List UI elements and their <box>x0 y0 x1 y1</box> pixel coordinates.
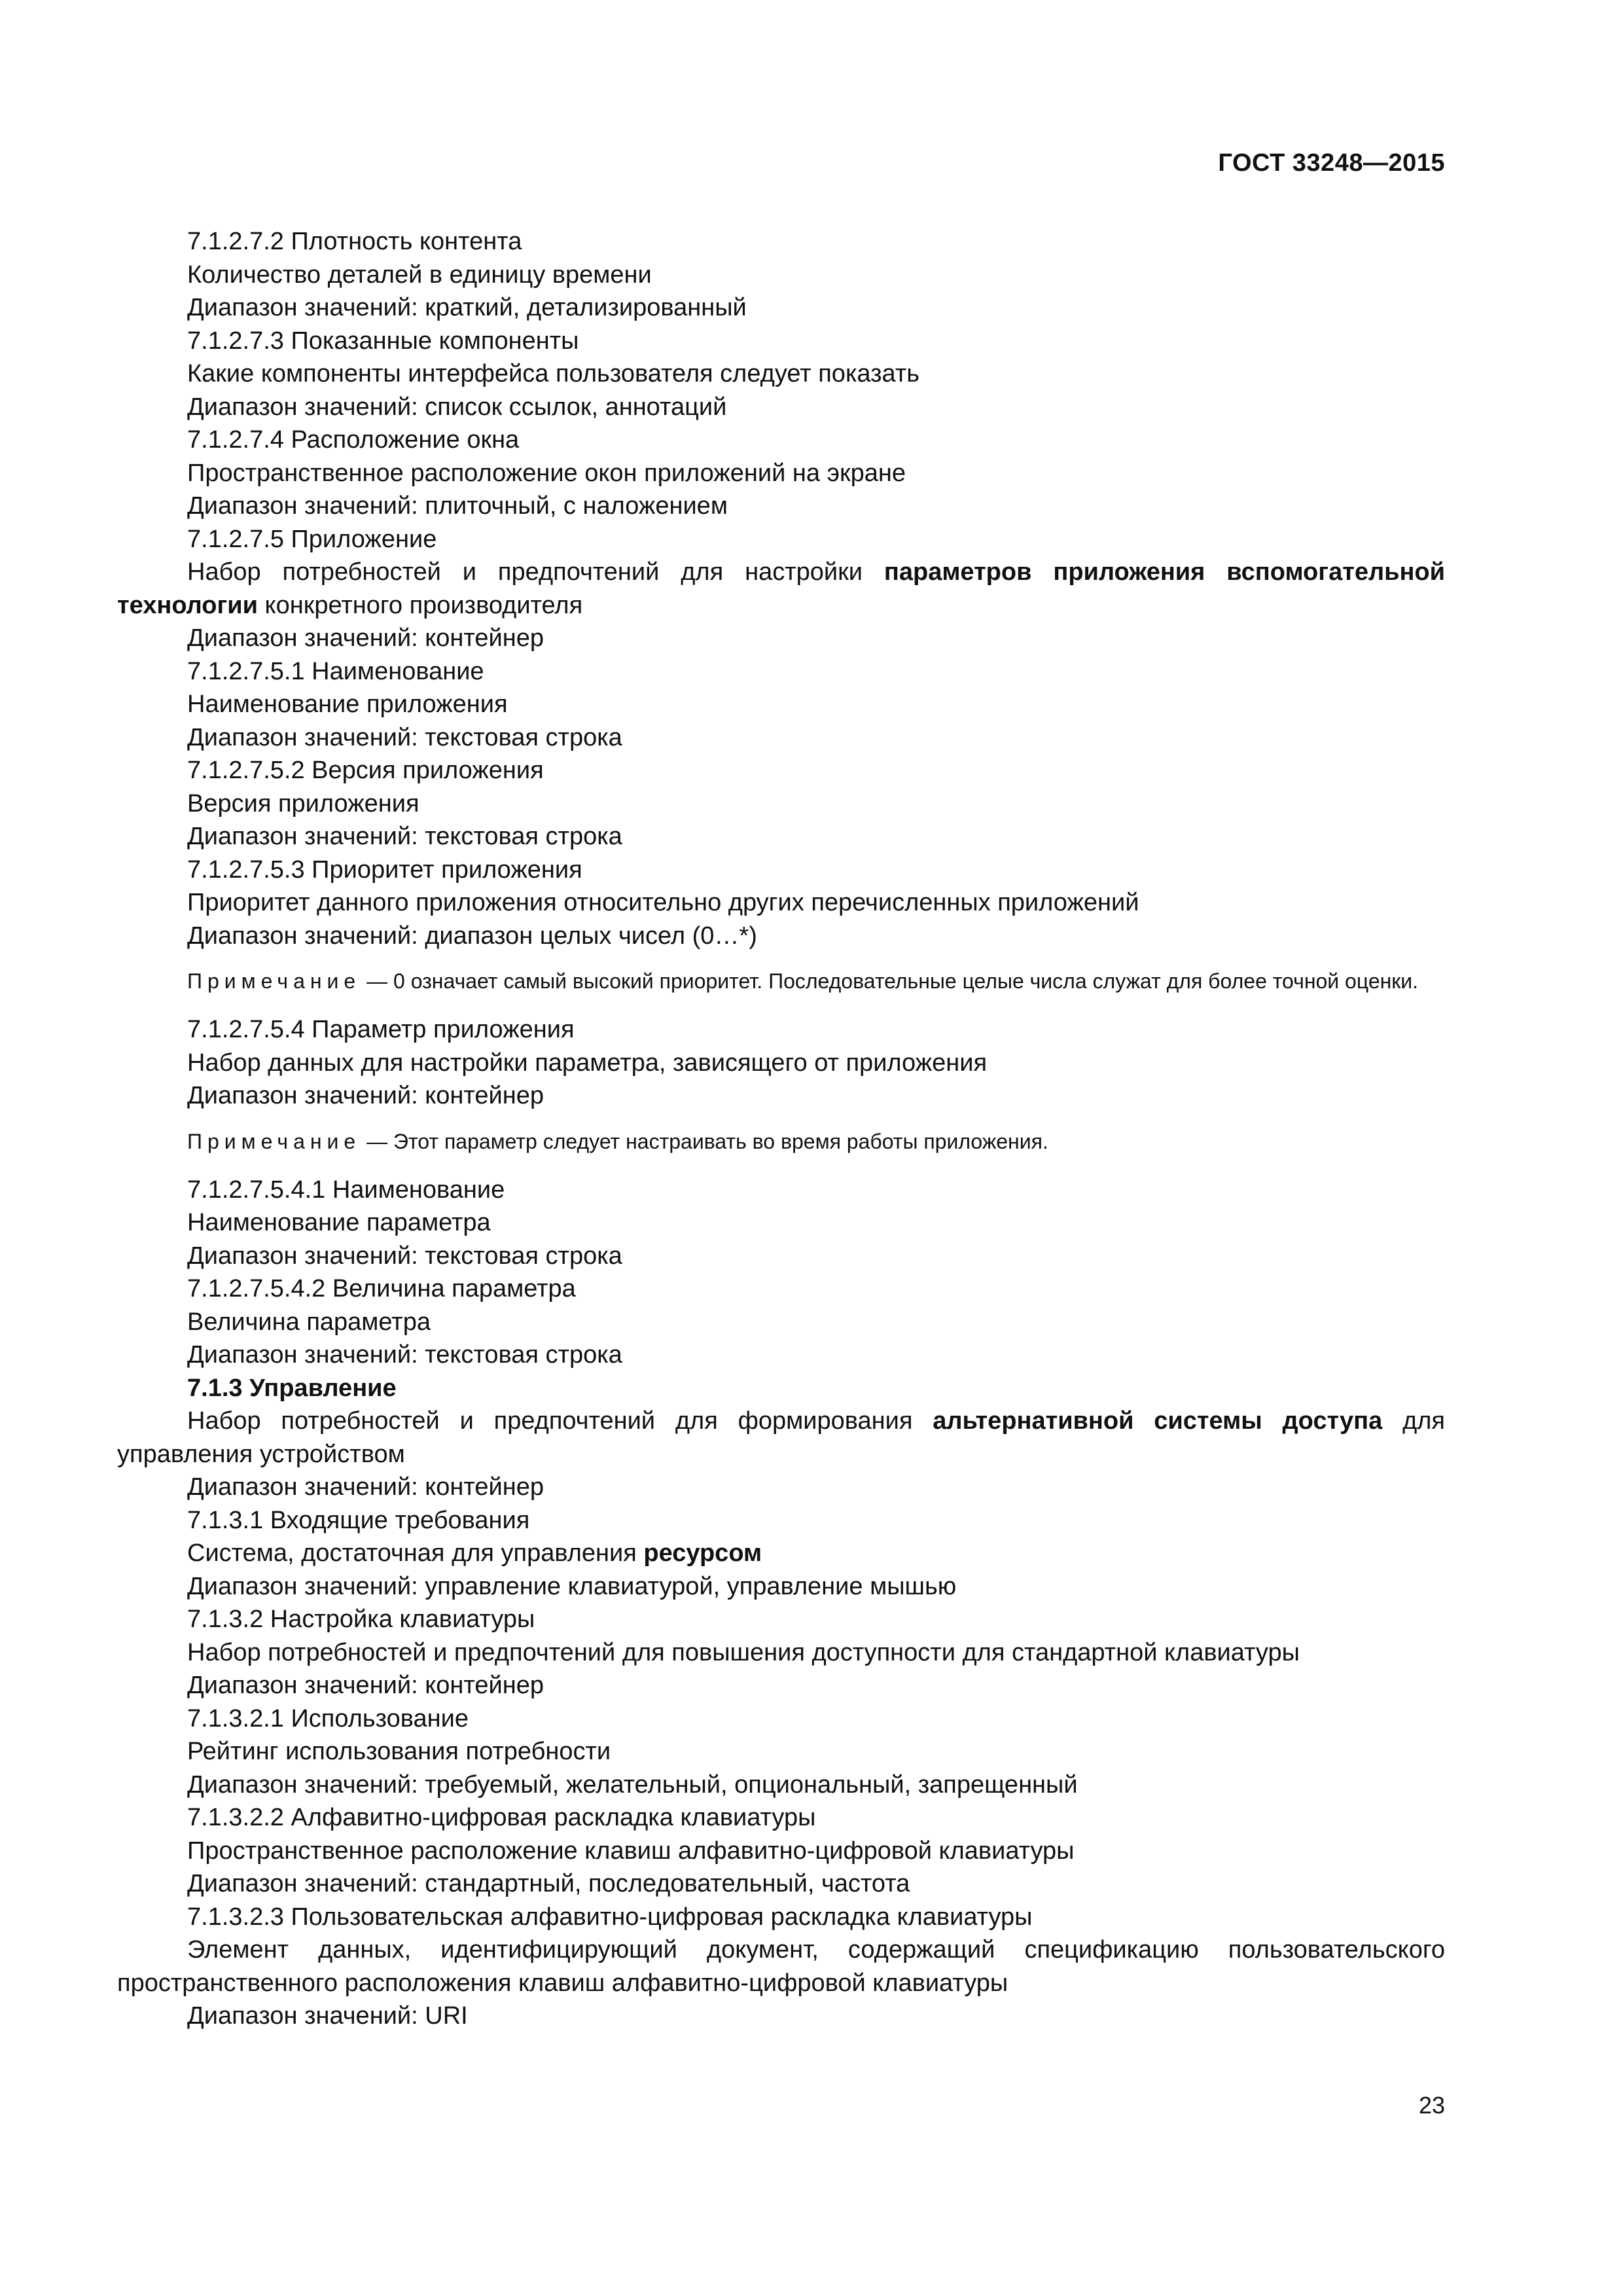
clause-text: Какие компоненты интерфейса пользователя следует показать <box>187 360 920 387</box>
clause-text: Набор потребностей и предпочтений для повышения доступности для стандартной клавиатуры <box>187 1638 1300 1666</box>
clause-heading: 7.1.3.2.1 Использование <box>187 1704 469 1732</box>
clause-heading: 7.1.2.7.5.4.2 Величина параметра <box>187 1275 576 1302</box>
value-range: Диапазон значений: плиточный, с наложением <box>187 492 728 520</box>
note-text: — 0 означает самый высокий приоритет. Последовательные целые числа служат для более точной оценки. <box>361 969 1419 993</box>
value-range: Диапазон значений: краткий, детализированный <box>187 294 747 321</box>
clause-text: Пространственное расположение клавиш алфавитно-цифровой клавиатуры <box>187 1837 1075 1865</box>
clause-heading: 7.1.2.7.2 Плотность контента <box>187 228 522 255</box>
value-range: Диапазон значений: диапазон целых чисел (0…*) <box>187 922 757 950</box>
clause-heading: 7.1.2.7.5 Приложение <box>187 525 437 553</box>
clause-heading: 7.1.3.1 Входящие требования <box>187 1506 530 1534</box>
clause-heading: 7.1.2.7.4 Расположение окна <box>187 426 520 454</box>
bold-term: параметров приложения вспомогательной технологии <box>117 558 1445 619</box>
value-range: Диапазон значений: контейнер <box>187 1473 544 1501</box>
value-range: Диапазон значений: контейнер <box>187 1672 544 1699</box>
clause-text: Элемент данных, идентифицирующий документ, содержащий спецификацию пользовательского пространственного расположения клавиш алфавитно-цифровой клавиатуры <box>117 1936 1445 1997</box>
clause-heading: 7.1.3.2 Настройка клавиатуры <box>187 1605 535 1633</box>
text-part: Система, достаточная для управления <box>187 1539 644 1567</box>
clause-heading: 7.1.2.7.5.3 Приоритет приложения <box>187 855 582 884</box>
section-heading: 7.1.3 Управление <box>187 1374 397 1402</box>
note-label: Примечание <box>187 1129 361 1153</box>
clause-heading: 7.1.2.7.5.1 Наименование <box>187 657 484 685</box>
value-range: Диапазон значений: контейнер <box>187 1082 544 1109</box>
note-label: Примечание <box>187 969 361 993</box>
clause-text: Величина параметра <box>187 1308 431 1336</box>
value-range: Диапазон значений: текстовая строка <box>187 1341 622 1369</box>
clause-text <box>117 1537 1445 1570</box>
clause-heading: 7.1.2.7.3 Показанные компоненты <box>187 327 579 355</box>
value-range: Диапазон значений: контейнер <box>187 624 544 652</box>
note <box>117 965 1445 998</box>
bold-term: ресурсом <box>643 1539 762 1567</box>
document-header: ГОСТ 33248—2015 <box>1218 149 1445 177</box>
value-range: Диапазон значений: текстовая строка <box>187 723 622 751</box>
value-range: Диапазон значений: список ссылок, аннотаций <box>187 393 727 421</box>
clause-heading: 7.1.3.2.2 Алфавитно-цифровая раскладка клавиатуры <box>187 1804 816 1831</box>
note-text: — Этот параметр следует настраивать во время работы приложения. <box>361 1129 1048 1153</box>
clause-text: Приоритет данного приложения относительно других перечисленных приложений <box>187 889 1139 916</box>
text-part: конкретного производителя <box>258 591 583 619</box>
clause-text: Наименование параметра <box>187 1209 491 1236</box>
clause-text <box>117 556 1445 622</box>
value-range: Диапазон значений: требуемый, желательный, опциональный, запрещенный <box>187 1770 1078 1799</box>
page-number: 23 <box>1418 2092 1445 2119</box>
document-body <box>117 225 1445 2033</box>
text-part: Набор потребностей и предпочтений для формирования <box>187 1407 933 1435</box>
clause-heading: 7.1.2.7.5.2 Версия приложения <box>187 757 544 784</box>
clause-text: Набор данных для настройки параметра, зависящего от приложения <box>187 1049 988 1077</box>
clause-text: Наименование приложения <box>187 691 508 718</box>
value-range: Диапазон значений: стандартный, последовательный, частота <box>187 1870 910 1897</box>
note <box>117 1125 1445 1158</box>
value-range: Диапазон значений: URI <box>187 2002 468 2030</box>
text-part: Набор потребностей и предпочтений для настройки <box>187 558 884 586</box>
bold-term: альтернативной системы доступа <box>933 1407 1383 1435</box>
clause-text: Рейтинг использования потребности <box>187 1738 611 1765</box>
value-range: Диапазон значений: текстовая строка <box>187 1242 622 1270</box>
clause-heading: 7.1.2.7.5.4.1 Наименование <box>187 1175 505 1204</box>
clause-heading: 7.1.2.7.5.4 Параметр приложения <box>187 1016 575 1043</box>
value-range: Диапазон значений: управление клавиатурой, управление мышью <box>187 1572 957 1600</box>
value-range: Диапазон значений: текстовая строка <box>187 823 622 850</box>
clause-heading: 7.1.3.2.3 Пользовательская алфавитно-цифровая раскладка клавиатуры <box>187 1903 1033 1931</box>
clause-text: Количество деталей в единицу времени <box>187 260 652 289</box>
text-part: для управления устройством <box>117 1407 1446 1468</box>
clause-text <box>117 1405 1445 1471</box>
clause-text: Версия приложения <box>187 789 419 817</box>
clause-text: Пространственное расположение окон приложений на экране <box>187 459 906 487</box>
